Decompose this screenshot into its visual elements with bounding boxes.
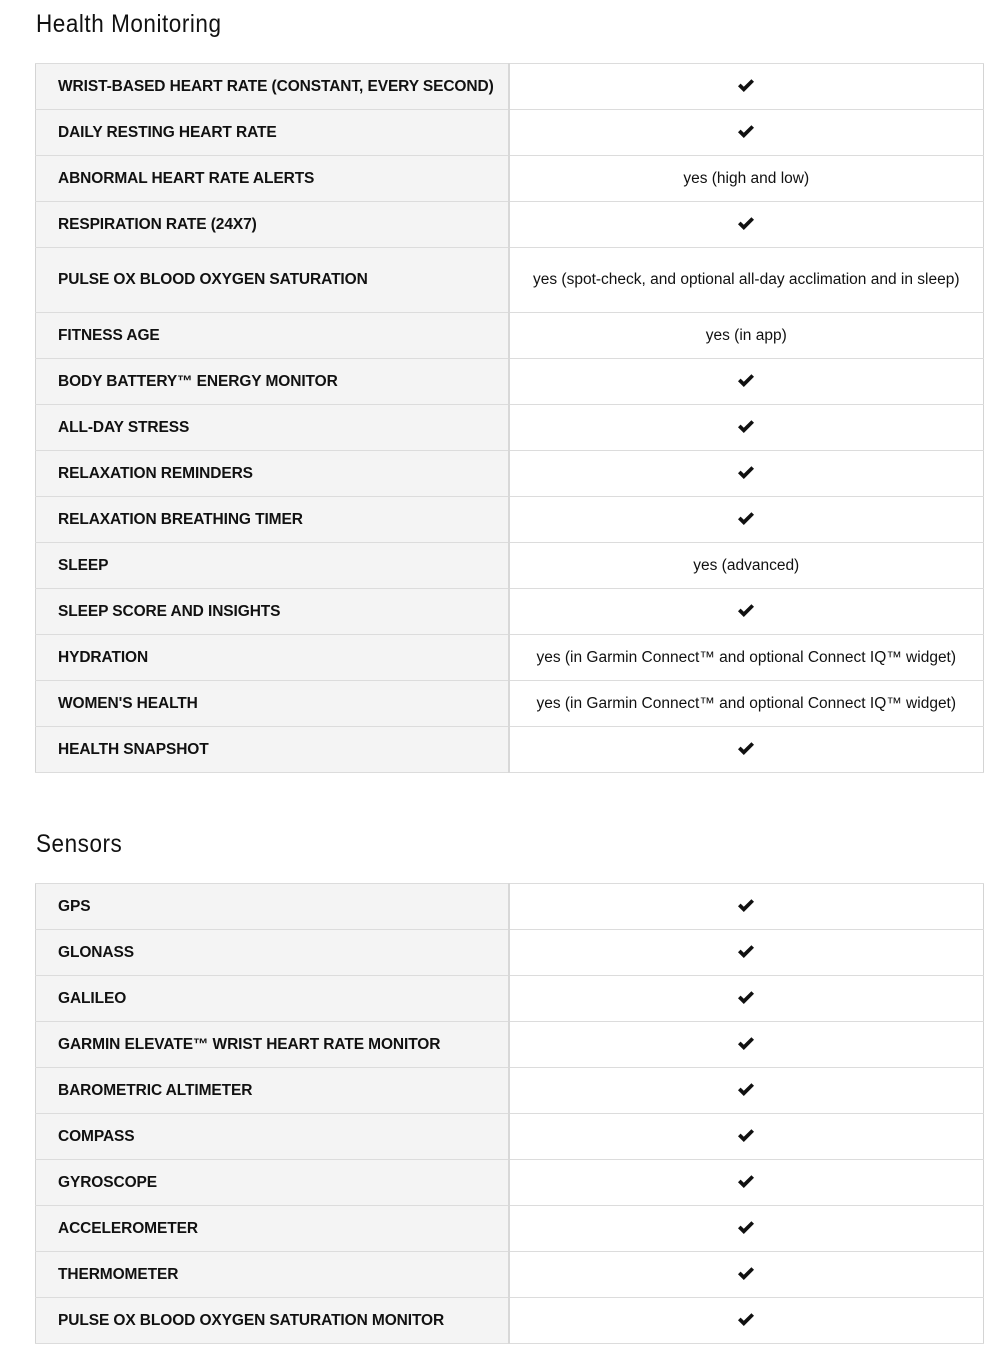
- feature-value: [509, 727, 984, 773]
- table-row: [36, 248, 984, 313]
- check-icon: [737, 1083, 755, 1097]
- table-row: [36, 727, 984, 773]
- feature-value: [509, 1252, 984, 1298]
- feature-label: ABNORMAL HEART RATE ALERTS: [36, 156, 509, 202]
- feature-value: [509, 1298, 984, 1344]
- feature-value: [509, 1206, 984, 1252]
- table-row: [36, 681, 984, 727]
- check-icon: [737, 945, 755, 959]
- feature-label: GLONASS: [36, 930, 509, 976]
- feature-label: DAILY RESTING HEART RATE: [36, 110, 509, 156]
- feature-value: [509, 1022, 984, 1068]
- table-row: [36, 976, 984, 1022]
- table-row: [36, 1252, 984, 1298]
- feature-label: HEALTH SNAPSHOT: [36, 727, 509, 773]
- feature-label: BAROMETRIC ALTIMETER: [36, 1068, 509, 1114]
- check-icon: [737, 79, 755, 93]
- table-row: [36, 451, 984, 497]
- table-row: [36, 884, 984, 930]
- check-icon: [737, 1129, 755, 1143]
- table-row: [36, 313, 984, 359]
- feature-value: [509, 1068, 984, 1114]
- table-row: [36, 930, 984, 976]
- feature-label: WOMEN'S HEALTH: [36, 681, 509, 727]
- table-row: [36, 405, 984, 451]
- feature-value: yes (in Garmin Connect™ and optional Connect IQ™ widget): [509, 635, 984, 681]
- feature-label: GARMIN ELEVATE™ WRIST HEART RATE MONITOR: [36, 1022, 509, 1068]
- feature-value: yes (high and low): [509, 156, 984, 202]
- table-row: [36, 1298, 984, 1344]
- feature-value: yes (in app): [509, 313, 984, 359]
- health-monitoring-table: [35, 63, 984, 773]
- check-icon: [737, 1037, 755, 1051]
- feature-label: PULSE OX BLOOD OXYGEN SATURATION: [36, 248, 509, 313]
- table-row: [36, 1022, 984, 1068]
- table-row: [36, 1114, 984, 1160]
- feature-value: [509, 64, 984, 110]
- table-row: [36, 202, 984, 248]
- section-title-health-monitoring: Health Monitoring: [36, 10, 222, 38]
- feature-label: GYROSCOPE: [36, 1160, 509, 1206]
- table-row: [36, 543, 984, 589]
- check-icon: [737, 1221, 755, 1235]
- table-row: [36, 1068, 984, 1114]
- check-icon: [737, 899, 755, 913]
- feature-value: [509, 110, 984, 156]
- feature-value: [509, 930, 984, 976]
- check-icon: [737, 512, 755, 526]
- section-title-sensors: Sensors: [36, 830, 123, 858]
- check-icon: [737, 420, 755, 434]
- feature-value: [509, 405, 984, 451]
- check-icon: [737, 125, 755, 139]
- feature-value: [509, 451, 984, 497]
- check-icon: [737, 217, 755, 231]
- feature-label: GPS: [36, 884, 509, 930]
- feature-value: [509, 202, 984, 248]
- table-row: [36, 589, 984, 635]
- feature-value: yes (spot-check, and optional all-day acclimation and in sleep): [509, 248, 984, 313]
- check-icon: [737, 1313, 755, 1327]
- check-icon: [737, 1267, 755, 1281]
- table-row: [36, 1206, 984, 1252]
- feature-label: RELAXATION REMINDERS: [36, 451, 509, 497]
- sensors-table: [35, 883, 984, 1344]
- table-row: [36, 110, 984, 156]
- check-icon: [737, 991, 755, 1005]
- check-icon: [737, 742, 755, 756]
- table-row: [36, 64, 984, 110]
- feature-value: yes (in Garmin Connect™ and optional Connect IQ™ widget): [509, 681, 984, 727]
- feature-label: ALL-DAY STRESS: [36, 405, 509, 451]
- feature-label: BODY BATTERY™ ENERGY MONITOR: [36, 359, 509, 405]
- feature-value: [509, 1114, 984, 1160]
- feature-label: WRIST-BASED HEART RATE (CONSTANT, EVERY SECOND): [36, 64, 509, 110]
- feature-label: HYDRATION: [36, 635, 509, 681]
- check-icon: [737, 1175, 755, 1189]
- feature-value: [509, 497, 984, 543]
- feature-value: [509, 884, 984, 930]
- table-row: [36, 359, 984, 405]
- check-icon: [737, 604, 755, 618]
- check-icon: [737, 466, 755, 480]
- feature-label: RESPIRATION RATE (24X7): [36, 202, 509, 248]
- feature-value: [509, 359, 984, 405]
- feature-label: SLEEP SCORE AND INSIGHTS: [36, 589, 509, 635]
- feature-value: yes (advanced): [509, 543, 984, 589]
- feature-value: [509, 976, 984, 1022]
- feature-label: ACCELEROMETER: [36, 1206, 509, 1252]
- feature-label: PULSE OX BLOOD OXYGEN SATURATION MONITOR: [36, 1298, 509, 1344]
- table-row: [36, 156, 984, 202]
- feature-label: SLEEP: [36, 543, 509, 589]
- table-row: [36, 497, 984, 543]
- table-row: [36, 635, 984, 681]
- feature-label: GALILEO: [36, 976, 509, 1022]
- feature-value: [509, 589, 984, 635]
- feature-label: COMPASS: [36, 1114, 509, 1160]
- feature-label: FITNESS AGE: [36, 313, 509, 359]
- check-icon: [737, 374, 755, 388]
- feature-label: RELAXATION BREATHING TIMER: [36, 497, 509, 543]
- table-row: [36, 1160, 984, 1206]
- feature-value: [509, 1160, 984, 1206]
- feature-label: THERMOMETER: [36, 1252, 509, 1298]
